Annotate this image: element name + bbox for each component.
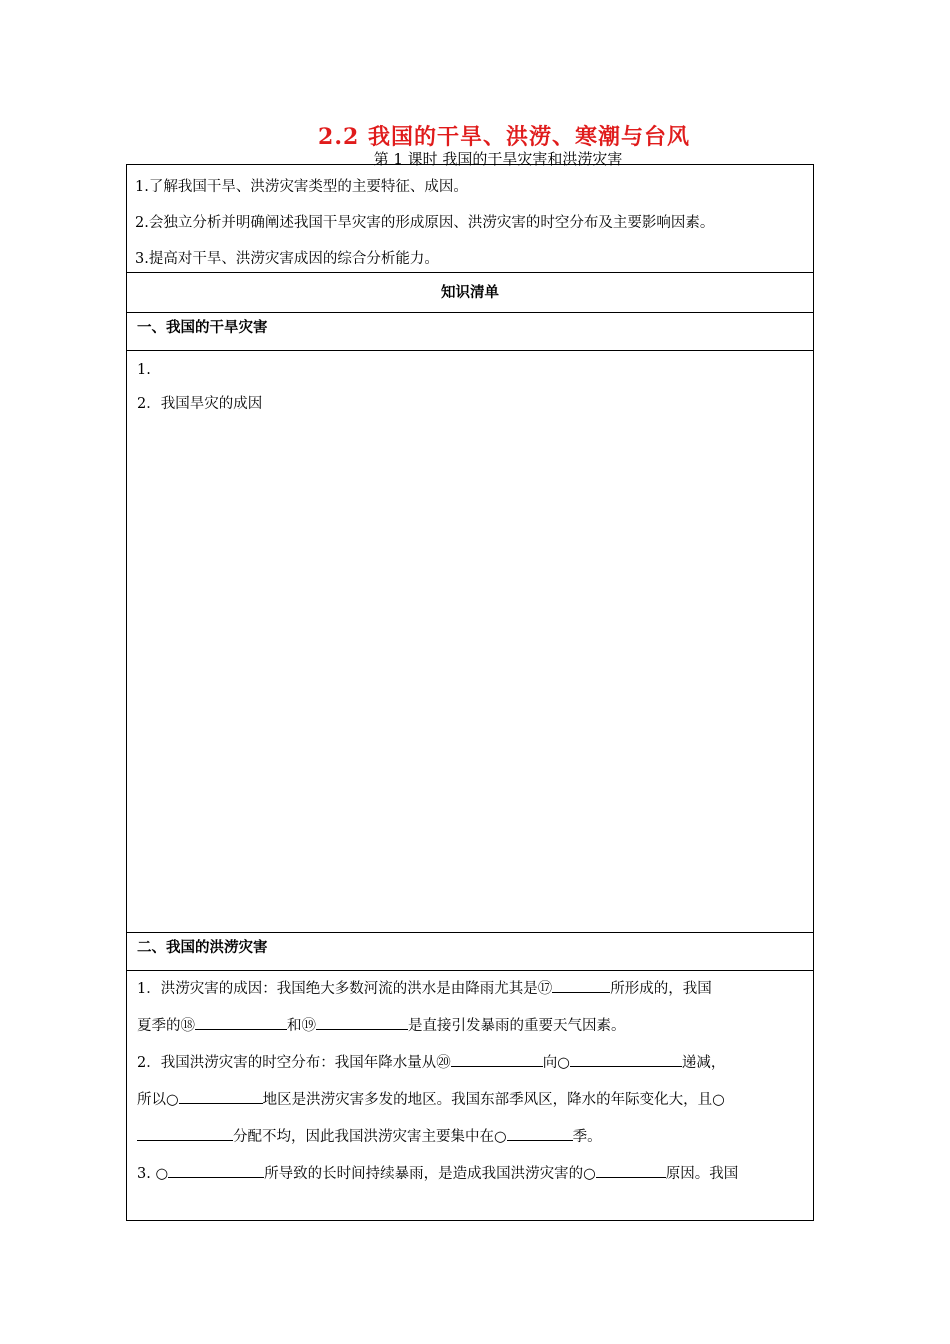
fill-blank-18[interactable] (195, 1015, 287, 1030)
fill-blank-21[interactable] (570, 1052, 682, 1067)
flood-line-2: 夏季的⑱ 和⑲ 是直接引发暴雨的重要天气因素。 (137, 1008, 803, 1045)
page-title: 2.2 我国的干旱、洪涝、寒潮与台风 (318, 124, 690, 150)
fill-blank-17[interactable] (552, 978, 610, 993)
flood-line-6: 3. ○ 所导致的长时间持续暴雨，是造成我国洪涝灾害的○ 原因。我国 (137, 1156, 803, 1193)
worksheet-table (126, 164, 814, 1221)
drought-item-2: 2．我国旱灾的成因 (137, 396, 263, 412)
flood-line-3: 2．我国洪涝灾害的时空分布：我国年降水量从⑳ 向○ 递减， (137, 1045, 803, 1082)
section-drought-heading: 一、我国的干旱灾害 (127, 313, 813, 351)
knowledge-list-header: 知识清单 (127, 273, 813, 313)
section-drought-body (127, 351, 813, 933)
fill-blank-23[interactable] (137, 1126, 233, 1141)
fill-blank-26[interactable] (596, 1163, 666, 1178)
learning-objectives (127, 165, 813, 273)
fill-blank-22[interactable] (179, 1089, 263, 1104)
section-flood-body (127, 971, 813, 1220)
flood-line-1: 1．洪涝灾害的成因：我国绝大多数河流的洪水是由降雨尤其是⑰ 所形成的，我国 (137, 971, 803, 1008)
objective-3: 3.提高对干旱、洪涝灾害成因的综合分析能力。 (135, 251, 439, 267)
drought-item-1: 1. (137, 362, 151, 378)
fill-blank-19[interactable] (316, 1015, 408, 1030)
section-flood-heading: 二、我国的洪涝灾害 (127, 933, 813, 971)
fill-blank-25[interactable] (168, 1163, 264, 1178)
objective-1: 1.了解我国干旱、洪涝灾害类型的主要特征、成因。 (135, 179, 468, 195)
objective-2: 2.会独立分析并明确阐述我国干旱灾害的形成原因、洪涝灾害的时空分布及主要影响因素。 (135, 215, 715, 231)
fill-blank-20[interactable] (451, 1052, 543, 1067)
flood-line-4: 所以○ 地区是洪涝灾害多发的地区。我国东部季风区，降水的年际变化大，且○ (137, 1082, 803, 1119)
lesson-subtitle: 第 1 课时 我国的干旱灾害和洪涝灾害 (373, 150, 623, 168)
fill-blank-24[interactable] (507, 1126, 573, 1141)
flood-line-5: 分配不均，因此我国洪涝灾害主要集中在○ 季。 (137, 1119, 803, 1156)
